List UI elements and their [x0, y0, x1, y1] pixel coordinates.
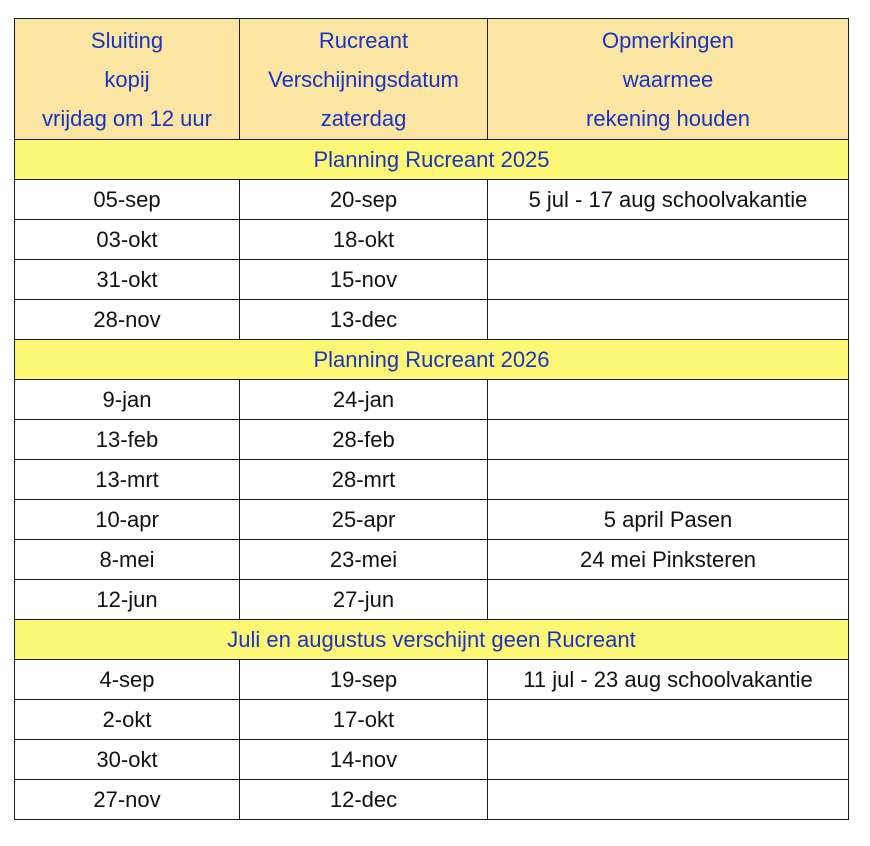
closing-date: 10-apr: [15, 500, 240, 540]
table-row: [15, 580, 849, 620]
header-closing-line-3: vrijdag om 12 uur: [42, 105, 212, 131]
closing-date: 03-okt: [15, 220, 240, 260]
closing-date: 28-nov: [15, 300, 240, 340]
publication-date: 14-nov: [240, 740, 488, 780]
remark: 5 april Pasen: [488, 500, 849, 540]
closing-date: 2-okt: [15, 700, 240, 740]
header-publication-line-3: zaterdag: [320, 105, 407, 131]
publication-date: 23-mei: [240, 540, 488, 580]
closing-date: 13-feb: [15, 420, 240, 460]
publication-date: 18-okt: [240, 220, 488, 260]
planning-table: [14, 18, 849, 820]
publication-date: 27-jun: [240, 580, 488, 620]
publication-date: 28-feb: [240, 420, 488, 460]
header-closing-line-2: kopij: [104, 66, 150, 92]
table-row: [15, 700, 849, 740]
closing-date: 9-jan: [15, 380, 240, 420]
publication-date: 12-dec: [240, 780, 488, 820]
table-row: [15, 380, 849, 420]
header-row: [15, 19, 849, 140]
remark: 5 jul - 17 aug schoolvakantie: [488, 180, 849, 220]
table-row: [15, 740, 849, 780]
publication-date: 15-nov: [240, 260, 488, 300]
section-title: Planning Rucreant 2026: [15, 340, 849, 380]
publication-date: 13-dec: [240, 300, 488, 340]
header-publication-line-1: Rucreant: [318, 27, 409, 53]
header-publication-line-2: Verschijningsdatum: [268, 66, 459, 92]
table-row: [15, 780, 849, 820]
remark: [488, 580, 849, 620]
table-row: [15, 500, 849, 540]
publication-date: 24-jan: [240, 380, 488, 420]
closing-date: 13-mrt: [15, 460, 240, 500]
closing-date: 12-jun: [15, 580, 240, 620]
remark: [488, 780, 849, 820]
header-remarks-line-1: Opmerkingen: [601, 27, 735, 53]
section-title: Juli en augustus verschijnt geen Rucreant: [15, 620, 849, 660]
remark: [488, 220, 849, 260]
table-body: [15, 19, 849, 820]
table-row: [15, 420, 849, 460]
closing-date: 8-mei: [15, 540, 240, 580]
section-row: [15, 340, 849, 380]
table-row: [15, 220, 849, 260]
remark: [488, 260, 849, 300]
publication-date: 19-sep: [240, 660, 488, 700]
table-row: [15, 300, 849, 340]
remark: [488, 740, 849, 780]
closing-date: 4-sep: [15, 660, 240, 700]
section-row: [15, 620, 849, 660]
remark: 11 jul - 23 aug schoolvakantie: [488, 660, 849, 700]
header-remarks-line-3: rekening houden: [586, 105, 750, 131]
remark: [488, 460, 849, 500]
table-row: [15, 660, 849, 700]
closing-date: 27-nov: [15, 780, 240, 820]
header-remarks-line-2: waarmee: [622, 66, 714, 92]
header-closing: [15, 19, 240, 140]
remark: [488, 700, 849, 740]
table-row: [15, 180, 849, 220]
remark: 24 mei Pinksteren: [488, 540, 849, 580]
table-row: [15, 540, 849, 580]
publication-date: 17-okt: [240, 700, 488, 740]
table-row: [15, 260, 849, 300]
closing-date: 31-okt: [15, 260, 240, 300]
table-row: [15, 460, 849, 500]
header-remarks: [488, 19, 849, 140]
section-row: [15, 140, 849, 180]
header-publication: [240, 19, 488, 140]
section-title: Planning Rucreant 2025: [15, 140, 849, 180]
closing-date: 30-okt: [15, 740, 240, 780]
header-closing-line-1: Sluiting: [90, 27, 164, 53]
remark: [488, 420, 849, 460]
publication-date: 28-mrt: [240, 460, 488, 500]
publication-date: 20-sep: [240, 180, 488, 220]
remark: [488, 300, 849, 340]
remark: [488, 380, 849, 420]
closing-date: 05-sep: [15, 180, 240, 220]
publication-date: 25-apr: [240, 500, 488, 540]
